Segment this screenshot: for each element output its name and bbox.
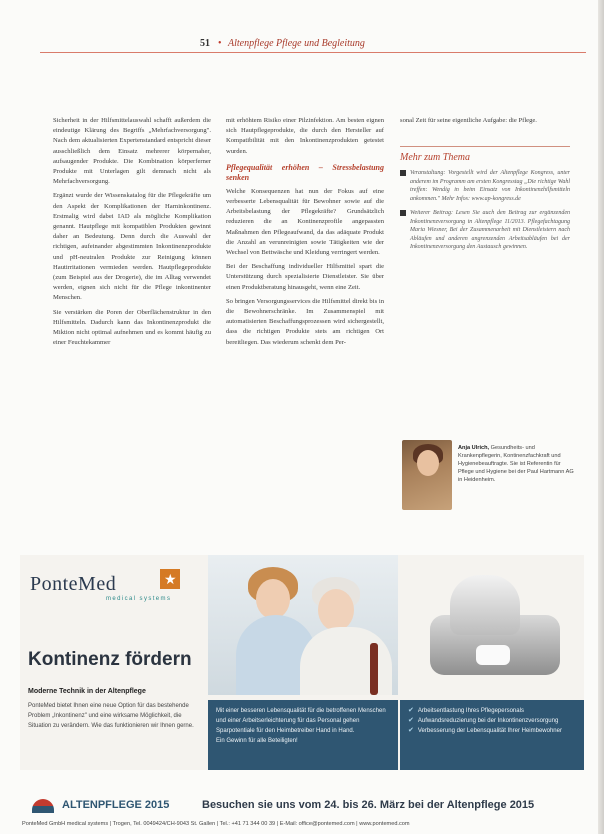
- visit-invitation: Besuchen sie uns vom 24. bis 26. März bei der Altenpflege 2015: [202, 799, 535, 811]
- feature-item: [408, 716, 576, 726]
- bullet-square-icon: [400, 170, 406, 176]
- logo-figure-icon: ★: [160, 569, 180, 589]
- product-top-shape: [450, 575, 520, 635]
- info-item: [400, 169, 570, 203]
- paragraph: mit erhöhtem Risiko einer Pilzinfektion. Am besten eignen sich Hautpflegeprodukte, die durch den Hersteller auf Kompatibilität mit den Inkontinenzprodukten getestet wurden.: [226, 117, 384, 155]
- event-name: ALTENPFLEGE 2015: [62, 799, 170, 811]
- paragraph: Ergänzt wurde der Wissenskatalog für die Pflegekräfte um den Aspekt der Komplikationen der Harninkontinenz. Erstmalig wird dabei IAD als mögliche Komplikation genannt. Hautpflege mit kompatiblen Produkten gewinnt daher an Bedeutung. Denn durch die Auswahl der richtigen, aufeinander abgestimmten Inkontinenzprodukte und pH-neutralen Produkte zur Reinigung können Hautirritationen vermieden werden. Hautpflegeprodukte (zum Beispiel aus der Drogerie), die im Alltag verwendet werden, eignen sich nicht für die Pflege inkontinenter Menschen.: [53, 192, 211, 302]
- section-title: Altenpflege Pflege und Begleitung: [228, 38, 365, 49]
- page-number: 51: [200, 38, 210, 49]
- info-item: [400, 209, 570, 252]
- logo-subtitle: medical systems: [106, 596, 172, 602]
- product-image-toilet-device: [420, 575, 570, 685]
- paragraph: Bei der Beschaffung individueller Hilfsmittel spart die Unterstützung durch spezialisierte Dienstleister. Sie über einen Produktberatung hinausgeht, wenn eine Zeit.: [226, 263, 384, 291]
- paragraph: Sie verstärken die Poren der Oberflächenstruktur in den Hilfsmitteln. Dadurch kann das Inkontinenzprodukt die Miktion nicht optimal aufnehmen und es kommt häufig zu einer Feuchtekammer: [53, 308, 211, 347]
- info-item-text: Weiterer Beitrag: Lesen Sie auch den Beitrag zur ergänzenden Inkontinenzversorgung in Altenpflege 11/2013. Pflegefachtagung Maria Wiesner, Bei der Zusammenarbeit mit Dienstleistern nach Abläufen und anderen angrenzenden Arbeitsabläufen bei der Inkontinenzversorgung den Austausch gewinnen.: [410, 210, 570, 251]
- ad-benefits-box: [208, 700, 398, 770]
- senior-body-shape: [300, 627, 392, 695]
- article-column-3: [400, 116, 570, 252]
- header-rule: [40, 52, 586, 53]
- contact-line: PonteMed GmbH medical systems | Trogen, Tel. 0049424/CH-9043 St. Gallen | Tel.: +41 71 344 00 39 | E-Mail: office@pontemed.com | www.pontemed.com: [22, 821, 410, 827]
- ad-body-text: PonteMed bietet Ihnen eine neue Option für das bestehende Problem „Inkontinenz" und eine wirksame Möglichkeit, die Situation zu verändern. Wie das funktionieren wir Ihnen gerne.: [28, 703, 194, 729]
- check-icon: ✔: [408, 717, 414, 724]
- article-column-1: [53, 116, 211, 352]
- header-separator: •: [218, 38, 222, 49]
- feature-text: Aufwandsreduzierung bei der Inkontinenzversorgung: [417, 718, 559, 724]
- product-seat-shape: [476, 645, 510, 665]
- logo-text: PonteMed: [30, 573, 117, 595]
- advertisement: [20, 555, 584, 770]
- feature-text: Arbeitsentlastung Ihres Pflegepersonals: [417, 708, 524, 714]
- author-photo: [402, 440, 452, 510]
- paragraph: sonal Zeit für seine eigentliche Aufgabe: die Pflege.: [400, 117, 537, 124]
- paragraph: So bringen Versorgungsservices die Hilfsmittel direkt bis in die Bewohnerschränke. Im Zusammenspiel mit automatisierten Beschaffungsprozessen wird sichergestellt, dass die richtigen Produkte stets am richtigen Ort bereitliegen. Das wiederum schenkt dem Per-: [226, 297, 384, 346]
- ad-headline: Kontinenz fördern: [28, 649, 192, 670]
- mehr-zum-thema-heading: Mehr zum Thema: [400, 146, 570, 163]
- ad-subheadline: Moderne Technik in der Altenpflege: [28, 688, 146, 695]
- ad-feature-list: [400, 700, 584, 770]
- author-box: [400, 440, 576, 512]
- bullet-square-icon: [400, 210, 406, 216]
- author-bio: [458, 444, 576, 484]
- senior-face-shape: [318, 589, 354, 631]
- paragraph: Welche Konsequenzen hat nun der Fokus auf eine verbesserte Lebensqualität für Bewohner sowie auf die Arbeitsbelastung der Pflegekräfte? Grundsätzlich reduzieren die an Kontinenzprofile angepassten Maßnahmen den Pflegeaufwand, da das adäquate Produkt die Anzahl an verunreinigten sowie Tätigkeiten wie der Wechsel von Bettwäsche und Kleidung verringert werden.: [226, 187, 384, 257]
- ad-photo-caregiver-senior: [208, 555, 398, 695]
- pontemed-logo: [30, 573, 116, 596]
- running-header: [0, 36, 604, 56]
- walking-cane-shape: [370, 643, 378, 695]
- info-item-text: Veranstaltung: Vorgestellt wird der Altenpflege Kongress, unter anderem im Programm am ersten Kongresstag „Die richtige Wahl treffen: Wendig in beim Einsatz von Inkontinenzhilfsmitteln ankommen." Mehr Infos: www.ap-kongress.de: [410, 170, 570, 202]
- benefit-text: Mit einer besseren Lebensqualität für die betroffenen Menschen und einer Arbeitserleichterung für das Personal gehen Sparpotentiale für den Heimbetreiber Hand in Hand.: [216, 708, 386, 734]
- check-icon: ✔: [408, 707, 414, 714]
- benefit-text: Ein Gewinn für alle Beteiligten!: [216, 738, 298, 744]
- author-description: Gesundheits- und Krankenpflegerin, Kontinenzfachkraft und Hygienebeauftragte. Sie ist Referentin für Pflege und Hygiene bei der Paul Hartmann AG in Heidenheim.: [458, 445, 574, 483]
- ad-footer-banner: [22, 797, 586, 819]
- author-face-shape: [417, 450, 439, 476]
- feature-text: Verbesserung der Lebensqualität Ihrer Heimbewohner: [417, 728, 562, 734]
- article-column-2: [226, 116, 384, 352]
- page-spine: [598, 0, 604, 834]
- check-icon: ✔: [408, 727, 414, 734]
- feature-item: [408, 726, 576, 736]
- altenpflege-logo-icon: [32, 799, 54, 813]
- paragraph: Sicherheit in der Hilfsmittelauswahl schafft außerdem die eindeutige Klärung des Begriffs „Mehrfachversorgung". Nach dem aktualisierten Expertenstandard entspricht dieser ausschließlich dem Einsatz mehrerer körpernaher, aufsaugender Produkte. Die Kombination körperferner Produkte mit Unterlagen gilt demnach nicht als Mehrfachversorgung.: [53, 117, 211, 186]
- feature-item: [408, 706, 576, 716]
- section-subhead: Pflegequalität erhöhen – Stressbelastung senken: [226, 162, 384, 182]
- caregiver-face-shape: [256, 579, 290, 619]
- author-name: Anja Ulrich,: [458, 445, 490, 451]
